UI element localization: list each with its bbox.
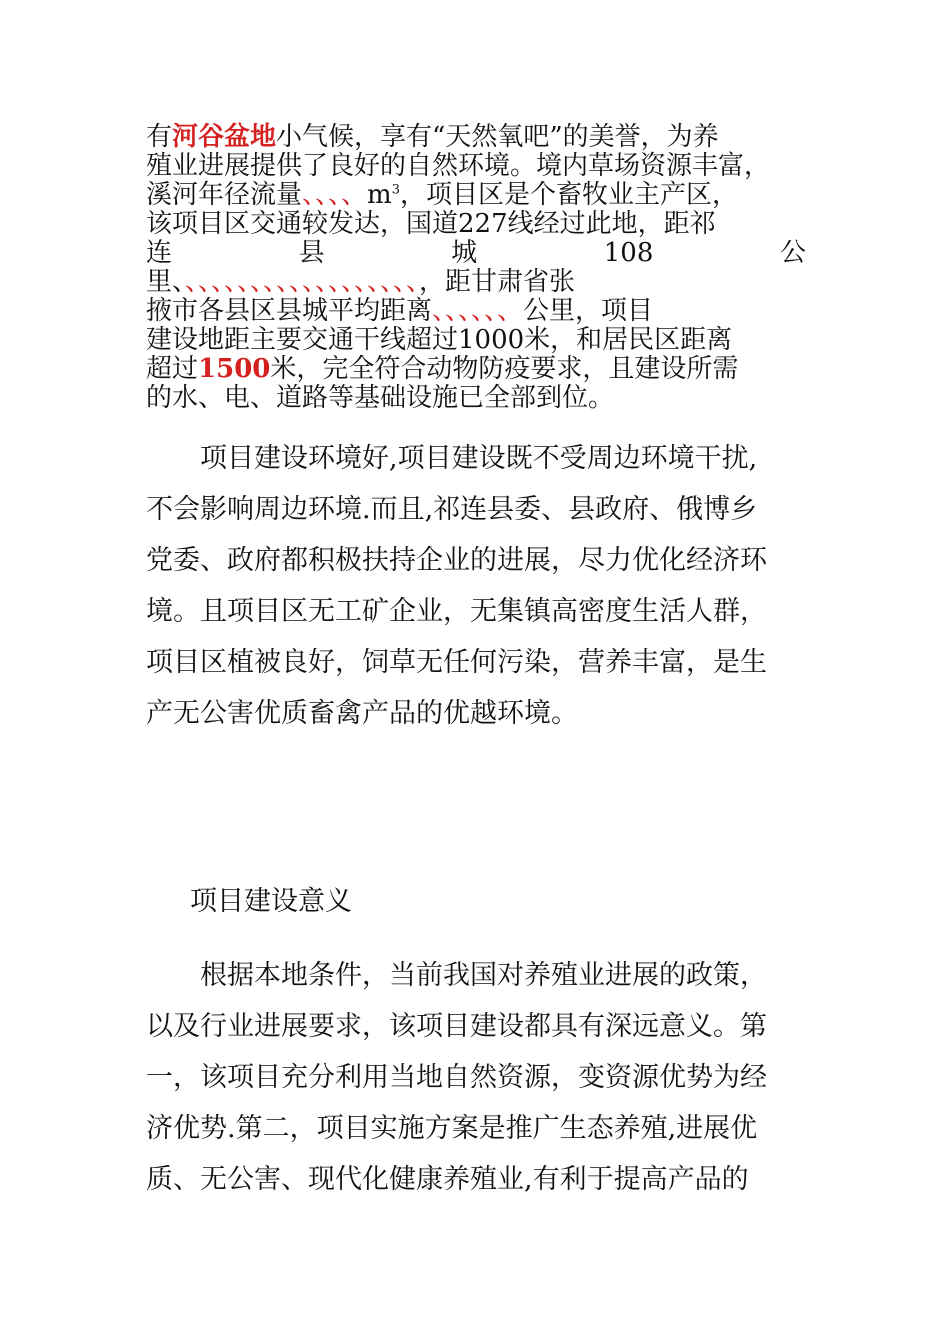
text-line: 根据本地条件，当前我国对养殖业进展的政策，	[146, 960, 767, 991]
text-line: 境。且项目区无工矿企业，无集镇高密度生活人群，	[146, 596, 767, 627]
section-heading: 项目建设意义	[190, 886, 352, 917]
word: 108	[603, 238, 654, 268]
text-line	[146, 297, 806, 326]
text-line: 不会影响周边环境.而且,祁连县委、县政府、俄博乡	[146, 494, 758, 525]
text-line: 殖业进展提供了良好的自然环境。境内草场资源丰富，	[146, 151, 771, 181]
justified-line	[146, 239, 806, 268]
placeholder-marks: 、、、、	[302, 180, 368, 210]
text-run: 掖市各县区县城平均距离	[146, 296, 433, 326]
word: 县	[298, 238, 325, 268]
text-line: 质、无公害、现代化健康养殖业,有利于提高产品的	[146, 1164, 749, 1195]
word: 城	[451, 238, 478, 268]
highlighted-term: 河谷盆地	[172, 122, 277, 152]
text-run: 超过	[146, 354, 199, 384]
text-run: 米，完全符合动物防疫要求，且建设所需	[270, 354, 739, 384]
placeholder-marks: 、、、、、、、、、、、、、、、、、、	[185, 267, 420, 297]
text-line: 该项目区交通较发达，国道227线经过此地，距祁	[146, 209, 716, 239]
text-line	[146, 181, 806, 210]
text-line: 济优势.第二，项目实施方案是推广生态养殖,进展优	[146, 1113, 758, 1144]
text-run: 溪河年径流量	[146, 180, 303, 210]
text-run: 有	[146, 122, 173, 152]
text-line: 产无公害优质畜禽产品的优越环境。	[146, 698, 578, 729]
text-line	[146, 123, 806, 152]
text-line	[146, 268, 806, 297]
text-line: 一，该项目充分利用当地自然资源，变资源优势为经	[146, 1062, 767, 1093]
paragraph-advantages	[146, 433, 816, 739]
text-line	[146, 355, 806, 384]
text-run: 里、	[146, 267, 186, 297]
text-run: 小气候，享有“天然氧吧”的美誉，为养	[276, 122, 719, 152]
placeholder-marks: 、、、、、、	[432, 296, 524, 326]
text-run: 公里，项目	[523, 296, 654, 326]
word: 连	[146, 238, 173, 268]
unit-text: m	[367, 180, 392, 210]
text-line: 建设地距主要交通干线超过1000米，和居民区距离	[146, 325, 733, 355]
paragraph-significance	[146, 950, 816, 1205]
text-run: ，距甘肃省张	[419, 267, 576, 297]
text-line: 项目建设环境好,项目建设既不受周边环境干扰,	[146, 443, 758, 474]
superscript: 3	[391, 182, 400, 198]
text-run: ，项目区是个畜牧业主产区，	[399, 180, 738, 210]
text-line: 党委、政府都积极扶持企业的进展，尽力优化经济环	[146, 545, 767, 576]
text-line: 项目区植被良好，饲草无任何污染，营养丰富，是生	[146, 647, 767, 678]
word: 公	[779, 238, 806, 268]
text-line: 以及行业进展要求，该项目建设都具有深远意义。第	[146, 1011, 767, 1042]
paragraph-environment	[146, 123, 806, 413]
highlighted-number: 1500	[198, 354, 271, 384]
text-line: 的水、电、道路等基础设施已全部到位。	[146, 383, 615, 413]
